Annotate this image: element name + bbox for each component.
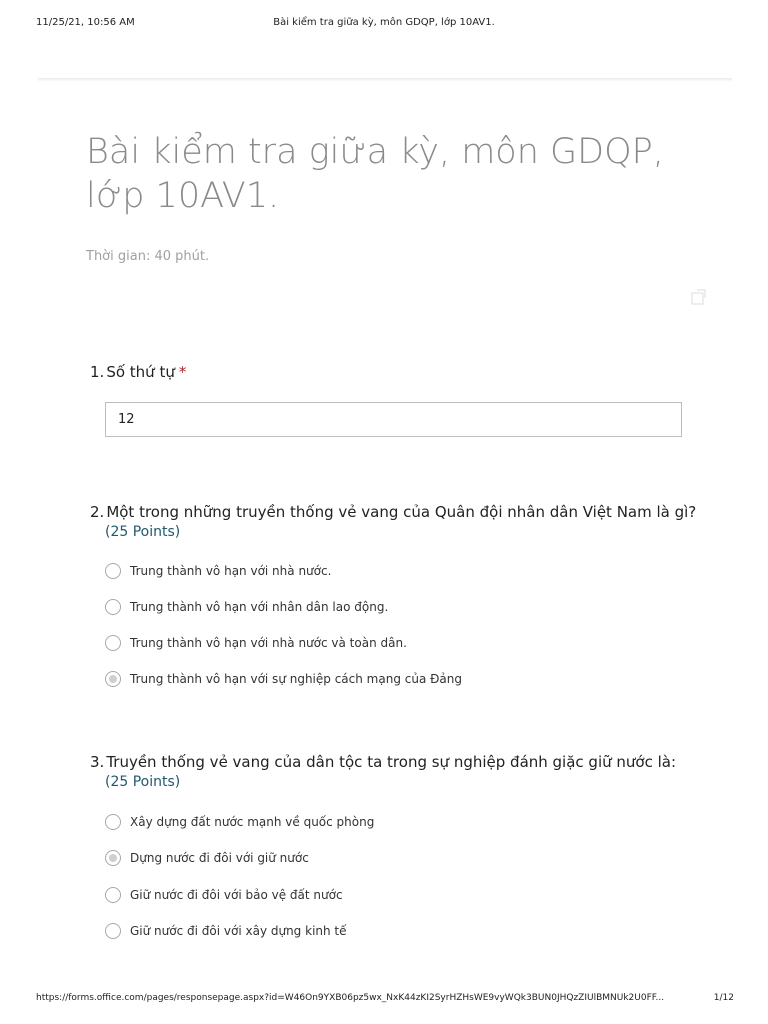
radio-button-selected[interactable] <box>105 850 121 866</box>
radio-button[interactable] <box>105 635 121 651</box>
question-3 <box>90 752 700 792</box>
question-1-title <box>90 362 700 382</box>
print-doc-title: Bài kiểm tra giữa kỳ, môn GDQP, lớp 10AV1. <box>273 17 495 28</box>
question-2-number: 2. <box>90 503 105 521</box>
question-3-points: (25 Points) <box>105 774 181 790</box>
question-3-text: Truyền thống vẻ vang của dân tộc ta trong sự nghiệp đánh giặc giữ nước là: <box>106 753 677 771</box>
question-3-number: 3. <box>90 753 105 771</box>
question-2-text: Một trong những truyền thống vẻ vang của Quân đội nhân dân Việt Nam là gì? <box>106 503 697 521</box>
option-label: Trung thành vô hạn với nhà nước và toàn dân. <box>130 636 407 650</box>
print-date: 11/25/21, 10:56 AM <box>36 17 135 28</box>
question-3-title <box>90 752 700 772</box>
option-label: Giữ nước đi đôi với bảo vệ đất nước <box>130 888 343 902</box>
required-mark: * <box>178 363 187 381</box>
radio-button[interactable] <box>105 923 121 939</box>
q3-option-3[interactable] <box>105 885 343 905</box>
option-label: Giữ nước đi đôi với xây dựng kinh tế <box>130 924 347 938</box>
question-2-points: (25 Points) <box>105 524 181 540</box>
question-1-text: Số thứ tự <box>106 363 175 381</box>
q2-option-1[interactable] <box>105 561 331 581</box>
immersive-reader-icon[interactable] <box>689 288 709 308</box>
print-page-number: 1/12 <box>713 993 734 1003</box>
option-label: Trung thành vô hạn với nhà nước. <box>130 564 332 578</box>
option-label: Trung thành vô hạn với nhân dân lao động. <box>130 600 389 614</box>
q2-option-4[interactable] <box>105 669 462 689</box>
print-url: https://forms.office.com/pages/responsepage.aspx?id=W46On9YXB06pz5wx_NxK44zKI2SyrHZHsWE9vyWQk3BUN0JHQzZIUlBMNUk2U0FF... <box>36 993 665 1003</box>
header-divider <box>38 78 732 82</box>
option-label: Dựng nước đi đôi với giữ nước <box>130 851 309 865</box>
form-title: Bài kiểm tra giữa kỳ, môn GDQP, lớp 10AV1. <box>86 132 664 216</box>
print-footer <box>0 993 768 1007</box>
question-1 <box>90 362 700 382</box>
radio-button[interactable] <box>105 814 121 830</box>
form-card <box>38 78 732 978</box>
question-2-title <box>90 502 700 522</box>
q2-option-2[interactable] <box>105 597 388 617</box>
question-2 <box>90 502 700 542</box>
option-label: Xây dựng đất nước mạnh về quốc phòng <box>130 815 375 829</box>
q3-option-2[interactable] <box>105 848 309 868</box>
form-subtitle: Thời gian: 40 phút. <box>86 249 210 264</box>
serial-number-input[interactable] <box>105 402 682 437</box>
radio-button[interactable] <box>105 563 121 579</box>
q3-option-1[interactable] <box>105 812 374 832</box>
option-label: Trung thành vô hạn với sự nghiệp cách mạng của Đảng <box>130 672 463 686</box>
q2-option-3[interactable] <box>105 633 407 653</box>
radio-button[interactable] <box>105 599 121 615</box>
question-1-number: 1. <box>90 363 105 381</box>
radio-button-selected[interactable] <box>105 671 121 687</box>
q3-option-4[interactable] <box>105 921 347 941</box>
print-header <box>0 17 768 31</box>
radio-button[interactable] <box>105 887 121 903</box>
